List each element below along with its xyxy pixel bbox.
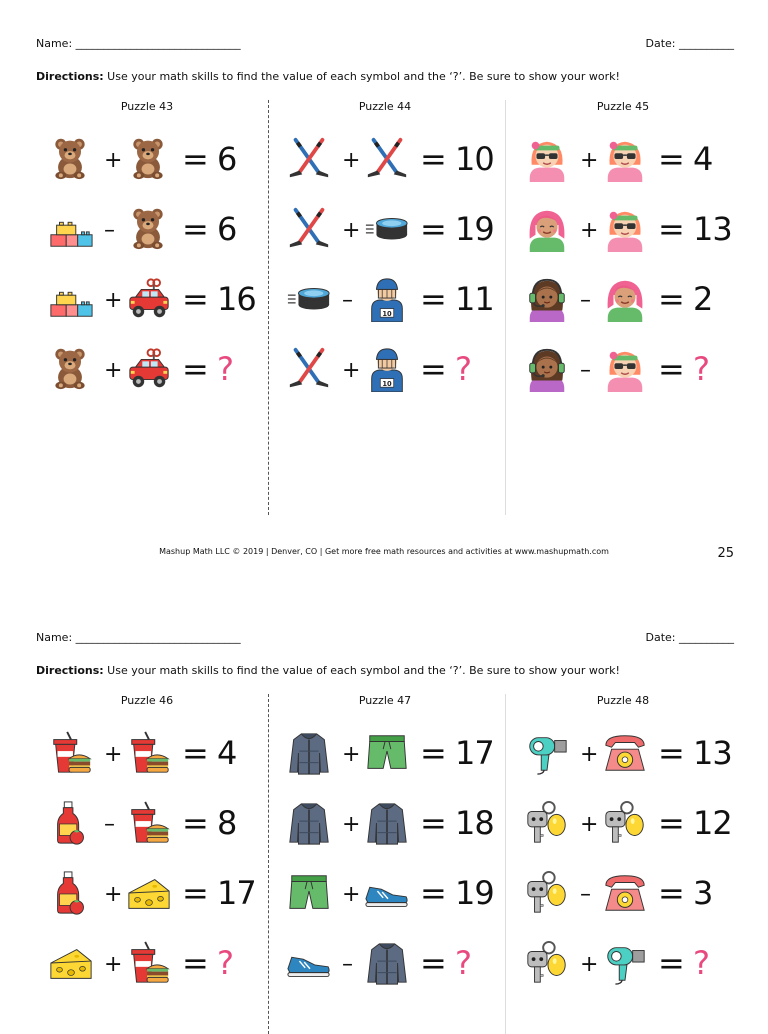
- operator: +: [342, 218, 361, 243]
- directions-label: Directions:: [36, 70, 104, 83]
- girl-pink-hair-icon: [602, 276, 650, 324]
- unknown-answer[interactable]: ?: [216, 350, 233, 388]
- equation-result: = 4: [658, 140, 713, 178]
- equation-result: = 11: [420, 280, 494, 318]
- hockey-sticks-icon: [286, 346, 334, 394]
- shorts-icon: [364, 730, 412, 778]
- unknown-answer[interactable]: ?: [454, 350, 471, 388]
- equation-result: = 8: [182, 804, 237, 842]
- telephone-icon: [602, 730, 650, 778]
- puzzle-title: Puzzle 46: [120, 694, 174, 707]
- operator: –: [342, 952, 353, 977]
- operator: +: [580, 742, 599, 767]
- operator: +: [342, 148, 361, 173]
- equation-result: = 4: [182, 734, 237, 772]
- puzzle-title: Puzzle 43: [120, 100, 174, 113]
- girl-sunglasses-icon: [602, 206, 650, 254]
- operator: +: [104, 952, 123, 977]
- operator: +: [342, 812, 361, 837]
- girl-headset-icon: [524, 346, 572, 394]
- girl-sunglasses-icon: [602, 136, 650, 184]
- operator: –: [580, 288, 591, 313]
- equation-row: [270, 870, 510, 926]
- equation-row: [508, 800, 748, 856]
- directions-label: Directions:: [36, 664, 104, 677]
- puzzle-title: Puzzle 45: [596, 100, 650, 113]
- hockey-player-icon: [364, 276, 412, 324]
- name-field[interactable]: Name: ______________________________: [36, 37, 241, 50]
- equation-result: = 13: [658, 210, 732, 248]
- equation-result: [420, 944, 471, 982]
- ketchup-icon: [48, 870, 96, 918]
- operator: +: [342, 742, 361, 767]
- girl-headset-icon: [524, 276, 572, 324]
- equation-result: = 16: [182, 280, 256, 318]
- keys-icon: [602, 800, 650, 848]
- name-field[interactable]: Name: ______________________________: [36, 631, 241, 644]
- equation-result: = 13: [658, 734, 732, 772]
- puzzle-title: Puzzle 48: [596, 694, 650, 707]
- unknown-answer[interactable]: ?: [454, 944, 471, 982]
- equation-result: = 10: [420, 140, 494, 178]
- operator: –: [104, 812, 115, 837]
- keys-icon: [524, 940, 572, 988]
- operator: +: [580, 952, 599, 977]
- operator: +: [104, 288, 123, 313]
- equation-result: [182, 350, 233, 388]
- ketchup-icon: [48, 800, 96, 848]
- operator: +: [104, 742, 123, 767]
- jacket-icon: [286, 730, 334, 778]
- puzzle-48: [508, 694, 738, 982]
- equation-row: [508, 346, 748, 402]
- equals-sign: =: [182, 350, 217, 388]
- cheese-icon: [48, 940, 96, 988]
- hockey-sticks-icon: [364, 136, 412, 184]
- jacket-icon: [364, 940, 412, 988]
- operator: –: [580, 882, 591, 907]
- equation-result: = 19: [420, 210, 494, 248]
- cheese-icon: [126, 870, 174, 918]
- hair-dryer-icon: [602, 940, 650, 988]
- equals-sign: =: [658, 944, 693, 982]
- equation-row: [270, 136, 510, 192]
- operator: +: [580, 812, 599, 837]
- teddy-bear-icon: [48, 136, 96, 184]
- hockey-sticks-icon: [286, 206, 334, 254]
- unknown-answer[interactable]: ?: [692, 944, 709, 982]
- operator: +: [342, 882, 361, 907]
- teddy-bear-icon: [126, 206, 174, 254]
- date-field[interactable]: Date: __________: [645, 37, 734, 50]
- soda-burger-icon: [48, 730, 96, 778]
- puzzle-47: [270, 694, 500, 982]
- equation-row: [508, 276, 748, 332]
- girl-sunglasses-icon: [524, 136, 572, 184]
- equation-result: = 6: [182, 140, 237, 178]
- hockey-sticks-icon: [286, 136, 334, 184]
- page-number: 25: [717, 546, 734, 561]
- sneaker-icon: [364, 870, 412, 918]
- toy-car-icon: [126, 346, 174, 394]
- directions-text: Use your math skills to find the value of each symbol and the ‘?’. Be sure to show your work!: [103, 664, 620, 677]
- unknown-answer[interactable]: ?: [216, 944, 233, 982]
- equation-result: = 6: [182, 210, 237, 248]
- equation-row: [270, 346, 510, 402]
- operator: +: [104, 148, 123, 173]
- hair-dryer-icon: [524, 730, 572, 778]
- toy-blocks-icon: [48, 276, 96, 324]
- equation-result: = 12: [658, 804, 732, 842]
- equation-result: [658, 350, 709, 388]
- jacket-icon: [286, 800, 334, 848]
- equation-result: = 3: [658, 874, 713, 912]
- equation-result: [182, 944, 233, 982]
- equation-result: [420, 350, 471, 388]
- operator: –: [104, 218, 115, 243]
- equation-row: [32, 800, 272, 856]
- svg-text:10: 10: [382, 379, 392, 388]
- equation-row: [270, 730, 510, 786]
- equation-result: [658, 944, 709, 982]
- puzzle-title: Puzzle 47: [358, 694, 412, 707]
- operator: +: [104, 882, 123, 907]
- sneaker-icon: [286, 940, 334, 988]
- girl-sunglasses-icon: [602, 346, 650, 394]
- equals-sign: =: [182, 944, 217, 982]
- equation-row: [32, 346, 272, 402]
- operator: +: [580, 218, 599, 243]
- directions: [36, 664, 620, 677]
- equation-result: = 17: [420, 734, 494, 772]
- girl-pink-hair-icon: [524, 206, 572, 254]
- equals-sign: =: [420, 350, 455, 388]
- toy-blocks-icon: [48, 206, 96, 254]
- teddy-bear-icon: [48, 346, 96, 394]
- operator: –: [580, 358, 591, 383]
- equation-row: [32, 276, 272, 332]
- equation-result: = 17: [182, 874, 256, 912]
- equation-row: [508, 136, 748, 192]
- soda-burger-icon: [126, 800, 174, 848]
- footer-credit: Mashup Math LLC © 2019 | Denver, CO | Get more free math resources and activities at www.mashupmath.com: [159, 547, 609, 556]
- hockey-player-icon: [364, 346, 412, 394]
- equation-row: [508, 206, 748, 262]
- equation-result: = 19: [420, 874, 494, 912]
- equation-row: [32, 870, 272, 926]
- keys-icon: [524, 800, 572, 848]
- puzzle-45: [508, 100, 738, 388]
- equation-result: = 18: [420, 804, 494, 842]
- equals-sign: =: [420, 944, 455, 982]
- puzzle-43: [32, 100, 262, 388]
- equation-row: [508, 940, 748, 996]
- unknown-answer[interactable]: ?: [692, 350, 709, 388]
- shorts-icon: [286, 870, 334, 918]
- directions: [36, 70, 620, 83]
- equation-result: = 2: [658, 280, 713, 318]
- jacket-icon: [364, 800, 412, 848]
- worksheet-page-2: [0, 594, 768, 1024]
- equation-row: [32, 940, 272, 996]
- operator: +: [580, 148, 599, 173]
- teddy-bear-icon: [126, 136, 174, 184]
- equation-row: [270, 206, 510, 262]
- operator: +: [104, 358, 123, 383]
- hockey-puck-icon: [364, 206, 412, 254]
- date-field[interactable]: Date: __________: [645, 631, 734, 644]
- equation-row: [270, 800, 510, 856]
- equation-row: [270, 940, 510, 996]
- puzzle-46: [32, 694, 262, 982]
- keys-icon: [524, 870, 572, 918]
- svg-text:10: 10: [382, 309, 392, 318]
- equals-sign: =: [658, 350, 693, 388]
- telephone-icon: [602, 870, 650, 918]
- equation-row: [32, 206, 272, 262]
- directions-text: Use your math skills to find the value of each symbol and the ‘?’. Be sure to show your work!: [103, 70, 620, 83]
- toy-car-icon: [126, 276, 174, 324]
- puzzle-title: Puzzle 44: [358, 100, 412, 113]
- hockey-puck-icon: [286, 276, 334, 324]
- equation-row: [508, 870, 748, 926]
- equation-row: [32, 730, 272, 786]
- operator: +: [342, 358, 361, 383]
- soda-burger-icon: [126, 730, 174, 778]
- operator: –: [342, 288, 353, 313]
- equation-row: [270, 276, 510, 332]
- puzzle-44: [270, 100, 500, 388]
- soda-burger-icon: [126, 940, 174, 988]
- equation-row: [32, 136, 272, 192]
- equation-row: [508, 730, 748, 786]
